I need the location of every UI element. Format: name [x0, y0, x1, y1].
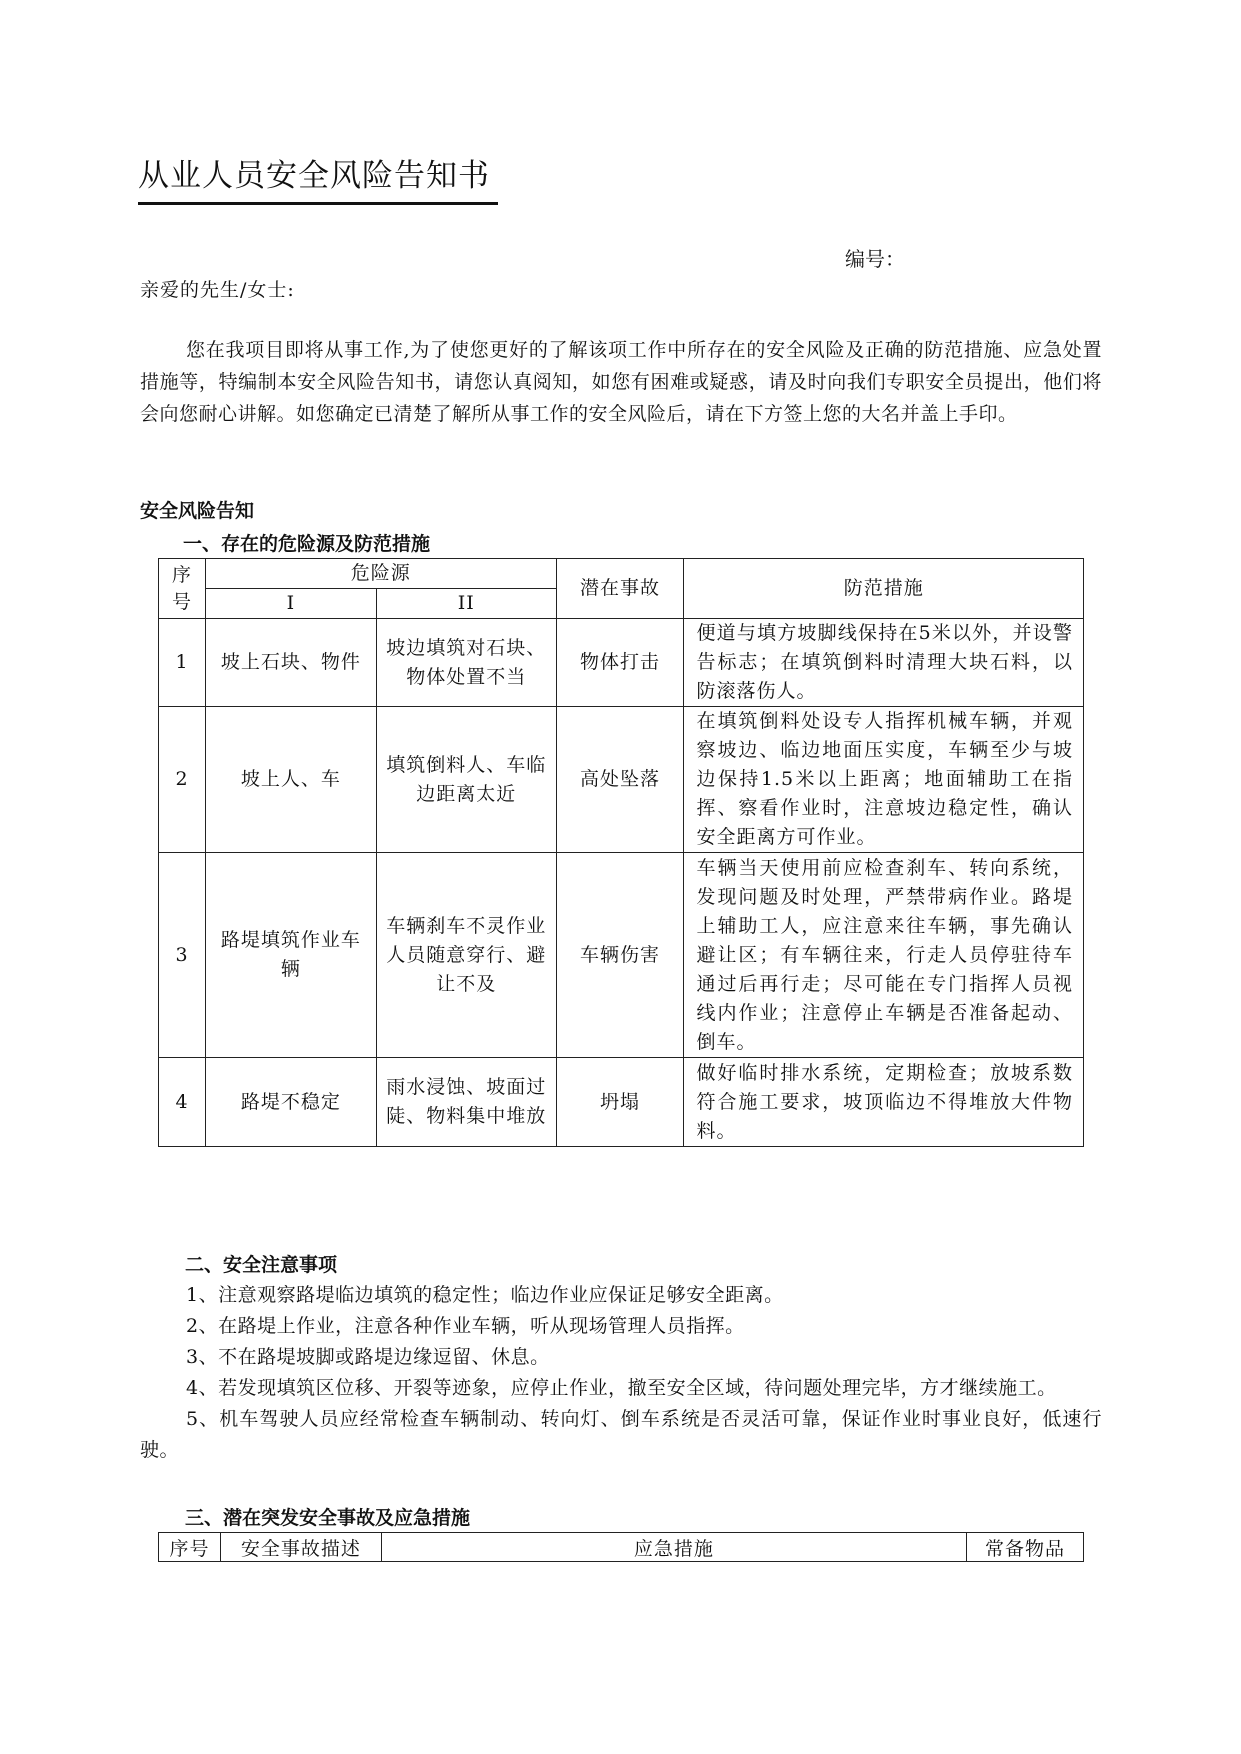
row-hazard-1: 坡上人、车 [205, 707, 376, 853]
row-accident: 物体打击 [556, 619, 684, 707]
row-hazard-2: 车辆刹车不灵作业人员随意穿行、避让不及 [376, 853, 556, 1058]
serial-number-label: 编号： [845, 247, 905, 271]
part1-heading: 一、存在的危险源及防范措施 [183, 533, 431, 555]
title-underline [138, 202, 498, 205]
table-row [159, 619, 1084, 707]
emergency-header-supplies: 常备物品 [967, 1533, 1084, 1562]
row-measures: 便道与填方坡脚线保持在5米以外，并设警告标志；在填筑倒料时清理大块石料，以防滚落伤人。 [684, 619, 1084, 707]
row-hazard-1: 路堤不稳定 [205, 1058, 376, 1147]
row-seq: 4 [159, 1058, 206, 1147]
emergency-header-seq: 序号 [159, 1533, 221, 1562]
header-accident: 潜在事故 [556, 559, 684, 619]
list-item: 3、不在路堤坡脚或路堤边缘逗留、休息。 [186, 1346, 550, 1368]
part2-heading: 二、安全注意事项 [185, 1254, 338, 1276]
header-seq-text: 序号 [171, 563, 192, 613]
row-seq: 2 [159, 707, 206, 853]
table-row [159, 1058, 1084, 1147]
greeting: 亲爱的先生/女士: [140, 279, 295, 301]
hazard-table-header-row [159, 559, 1084, 589]
list-item: 2、在路堤上作业，注意各种作业车辆，听从现场管理人员指挥。 [186, 1315, 745, 1337]
row-measures: 车辆当天使用前应检查刹车、转向系统，发现问题及时处理，严禁带病作业。路堤上辅助工人，应注意来往车辆，事先确认避让区；有车辆往来，行走人员停驻待车通过后再行走；尽可能在专门指挥人员视线内作业；注意停止车辆是否准备起动、倒车。 [684, 853, 1084, 1058]
header-seq [159, 559, 206, 619]
emergency-header-description: 安全事故描述 [220, 1533, 381, 1562]
list-item: 4、若发现填筑区位移、开裂等迹象，应停止作业，撤至安全区域，待问题处理完毕，方才继续施工。 [186, 1377, 1057, 1399]
section-title: 安全风险告知 [140, 500, 255, 522]
hazard-table [158, 558, 1084, 1147]
list-item: 5、机车驾驶人员应经常检查车辆制动、转向灯、倒车系统是否灵活可靠，保证作业时事业良好，低速行驶。 [140, 1408, 1102, 1461]
document-title: 从业人员安全风险告知书 [138, 158, 490, 194]
row-hazard-2: 填筑倒料人、车临边距离太近 [376, 707, 556, 853]
row-seq: 1 [159, 619, 206, 707]
safety-notes [140, 1280, 1102, 1466]
row-measures: 做好临时排水系统，定期检查；放坡系数符合施工要求，坡顶临边不得堆放大件物料。 [684, 1058, 1084, 1147]
row-accident: 坍塌 [556, 1058, 684, 1147]
emergency-header-measures: 应急措施 [381, 1533, 966, 1562]
table-row [159, 853, 1084, 1058]
row-hazard-2: 雨水浸蚀、坡面过陡、物料集中堆放 [376, 1058, 556, 1147]
header-hazard-1: I [205, 589, 376, 619]
part3-heading: 三、潜在突发安全事故及应急措施 [185, 1507, 471, 1529]
row-seq: 3 [159, 853, 206, 1058]
row-accident: 高处坠落 [556, 707, 684, 853]
table-row [159, 707, 1084, 853]
header-hazard-2: II [376, 589, 556, 619]
emergency-table [158, 1532, 1084, 1562]
list-item: 1、注意观察路堤临边填筑的稳定性；临边作业应保证足够安全距离。 [186, 1284, 784, 1306]
header-measures: 防范措施 [684, 559, 1084, 619]
header-hazard-group: 危险源 [205, 559, 556, 589]
row-hazard-1: 坡上石块、物件 [205, 619, 376, 707]
intro-paragraph: 您在我项目即将从事工作,为了使您更好的了解该项工作中所存在的安全风险及正确的防范措施、应急处置措施等，特编制本安全风险告知书，请您认真阅知，如您有困难或疑惑，请及时向我们专职安全员提出，他们将会向您耐心讲解。如您确定已清楚了解所从事工作的安全风险后，请在下方签上您的大名并盖上手印。 [140, 339, 1102, 425]
row-measures: 在填筑倒料处设专人指挥机械车辆，并观察坡边、临边地面压实度，车辆至少与坡边保持1.5米以上距离；地面辅助工在指挥、察看作业时，注意坡边稳定性，确认安全距离方可作业。 [684, 707, 1084, 853]
row-hazard-2: 坡边填筑对石块、物体处置不当 [376, 619, 556, 707]
emergency-table-header-row [159, 1533, 1084, 1562]
row-hazard-1: 路堤填筑作业车辆 [205, 853, 376, 1058]
row-accident: 车辆伤害 [556, 853, 684, 1058]
